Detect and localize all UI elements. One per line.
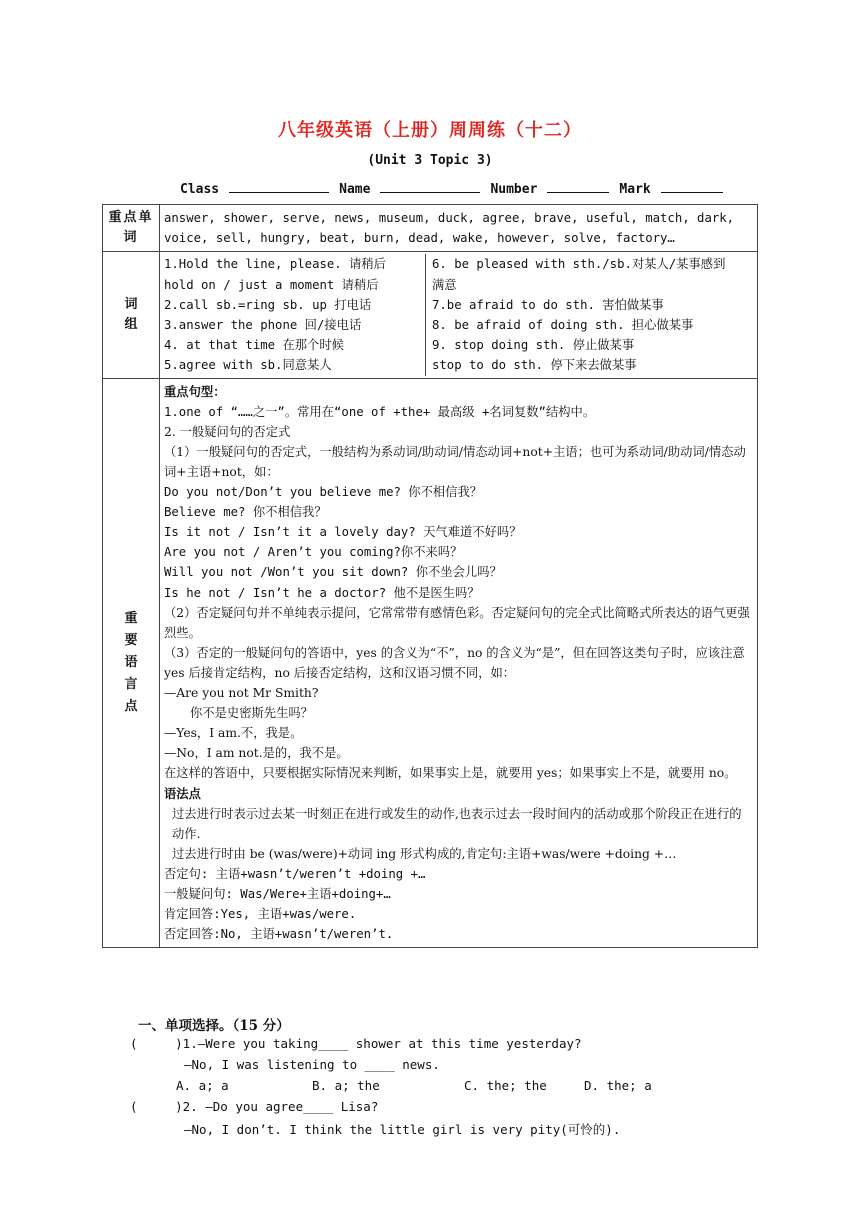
past-progressive-structure: 过去进行时由 be (was/were)+动词 ing 形式构成的,肯定句:主语+was/were +doing +… <box>172 846 677 861</box>
phrase-item: 2.call sb.=ring sb. up 打电话 <box>164 297 372 312</box>
phrases-cell <box>160 252 758 378</box>
phrase-item: 5.agree with sb.同意某人 <box>164 358 332 373</box>
question-1-option-a[interactable]: A. a; a <box>176 1078 229 1093</box>
phrase-item: 4. at that time 在那个时候 <box>164 338 344 353</box>
phrases-inner-table <box>164 254 753 375</box>
vocab-cell <box>160 205 758 252</box>
key-patterns-title: 重点句型： <box>164 383 226 399</box>
phrases-header: 词组 <box>103 252 160 378</box>
dialogue-line: —No，I am not.是的，我不是。 <box>164 746 349 761</box>
example-sentence: Are you not / Aren’t you coming?你不来吗？ <box>164 545 463 560</box>
phrase-item: 8. be afraid of doing sth. 担心做某事 <box>432 318 694 333</box>
phrase-item: 满意 <box>432 277 457 292</box>
past-progressive-yes: 肯定回答:Yes, 主语+was/were. <box>164 907 357 922</box>
past-progressive-no: 否定回答:No, 主语+wasn’t/weren’t. <box>164 927 394 942</box>
phrase-item: stop to do sth. 停下来去做某事 <box>432 358 637 373</box>
grammar-header: 重要语言点 <box>103 378 160 948</box>
question-1-option-c[interactable]: C. the; the <box>464 1078 547 1093</box>
grammar-cell <box>160 378 758 948</box>
dialogue-line: —Are you not Mr Smith? <box>164 686 319 701</box>
phrase-item: hold on / just a moment 请稍后 <box>164 277 379 292</box>
dialogue-line: 你不是史密斯先生吗？ <box>190 706 313 721</box>
negative-question-rule-3: （3）否定的一般疑问句的答语中，yes 的含义为“不”，no 的含义为“是”，但在回答这类句子时，应该注意 yes 后接肯定结构，no 后接否定结构，这和汉语习惯不同，如： <box>164 645 745 680</box>
question-2-response: —No, I don’t. I think the little girl is very pity(可怜的). <box>184 1122 621 1137</box>
phrase-item: 9. stop doing sth. 停止做某事 <box>432 338 635 353</box>
dialogue-line: —Yes，I am.不，我是。 <box>164 726 303 741</box>
page-title: 八年级英语（上册）周周练（十二） <box>278 120 582 141</box>
question-1-option-b[interactable]: B. a; the <box>312 1078 380 1093</box>
vocab-line: voice, sell, hungry, beat, burn, dead, wake, however, solve, factory… <box>164 231 675 246</box>
subtitle: (Unit 3 Topic 3) <box>367 153 493 168</box>
phrase-item: 7.be afraid to do sth. 害怕做某事 <box>432 297 664 312</box>
name-blank[interactable] <box>380 180 480 193</box>
vocab-line: answer, shower, serve, news, museum, duck, agree, brave, useful, match, dark, <box>164 211 735 225</box>
section-title: 一、单项选择。（15 分） <box>138 1018 290 1034</box>
pattern-negative-question: 2. 一般疑问句的否定式 <box>164 424 291 439</box>
pattern-one-of: 1.one of “……之一”。常用在“one of +the+ 最高级 +名词复数”结构中。 <box>164 404 596 419</box>
phrases-row <box>103 252 758 378</box>
grammar-row <box>103 378 758 948</box>
vocab-row <box>103 205 758 252</box>
number-label: Number <box>490 182 538 197</box>
phrases-left-column <box>164 254 426 375</box>
summary-table <box>102 204 758 948</box>
question-1-stem: ( )1.—Were you taking____ shower at this time yesterday? <box>130 1036 582 1051</box>
past-progressive-question: 一般疑问句: Was/Were+主语+doing+… <box>164 886 391 901</box>
class-blank[interactable] <box>229 180 329 193</box>
past-progressive-definition: 过去进行时表示过去某一时刻正在进行或发生的动作,也表示过去一段时间内的活动或那个阶段正在进行的动作. <box>172 806 742 841</box>
example-sentence: Is it not / Isn’t it a lovely day? 天气难道不好吗？ <box>164 525 522 540</box>
example-sentence: Believe me? 你不相信我？ <box>164 505 327 520</box>
mark-label: Mark <box>619 182 651 197</box>
question-1-option-d[interactable]: D. the; a <box>584 1078 652 1093</box>
past-progressive-negative: 否定句: 主语+wasn’t/weren’t +doing +… <box>164 866 426 881</box>
mark-blank[interactable] <box>661 180 723 193</box>
negative-question-rule-2: （2）否定疑问句并不单纯表示提问，它常常带有感情色彩。否定疑问句的完全式比简略式所表达的语气更强烈些。 <box>164 605 750 640</box>
question-1-response: —No, I was listening to ____ news. <box>184 1057 440 1072</box>
class-label: Class <box>180 182 220 197</box>
question-2-stem: ( )2. —Do you agree____ Lisa? <box>130 1099 379 1114</box>
grammar-points-title: 语法点 <box>164 785 201 801</box>
example-sentence: Do you not/Don’t you believe me? 你不相信我？ <box>164 485 483 500</box>
phrases-right-column <box>426 254 754 375</box>
example-sentence: Will you not /Won’t you sit down? 你不坐会儿吗？ <box>164 565 502 580</box>
phrase-item: 1.Hold the line, please. 请稍后 <box>164 257 386 272</box>
phrase-item: 3.answer the phone 回/接电话 <box>164 318 362 333</box>
answer-rule-note: 在这样的答语中，只要根据实际情况来判断，如果事实上是，就要用 yes；如果事实上不是，就要用 no。 <box>164 766 737 781</box>
student-info-line <box>180 180 733 197</box>
phrase-item: 6. be pleased with sth./sb.对某人/某事感到 <box>432 257 726 272</box>
name-label: Name <box>339 182 371 197</box>
negative-question-rule-1: （1）一般疑问句的否定式，一般结构为系动词/助动词/情态动词+not+主语；也可为系动词/助动词/情态动词+主语+not，如： <box>164 444 746 479</box>
number-blank[interactable] <box>547 180 609 193</box>
example-sentence: Is he not / Isn’t he a doctor? 他不是医生吗？ <box>164 585 480 600</box>
vocab-header: 重点单词 <box>103 205 160 252</box>
